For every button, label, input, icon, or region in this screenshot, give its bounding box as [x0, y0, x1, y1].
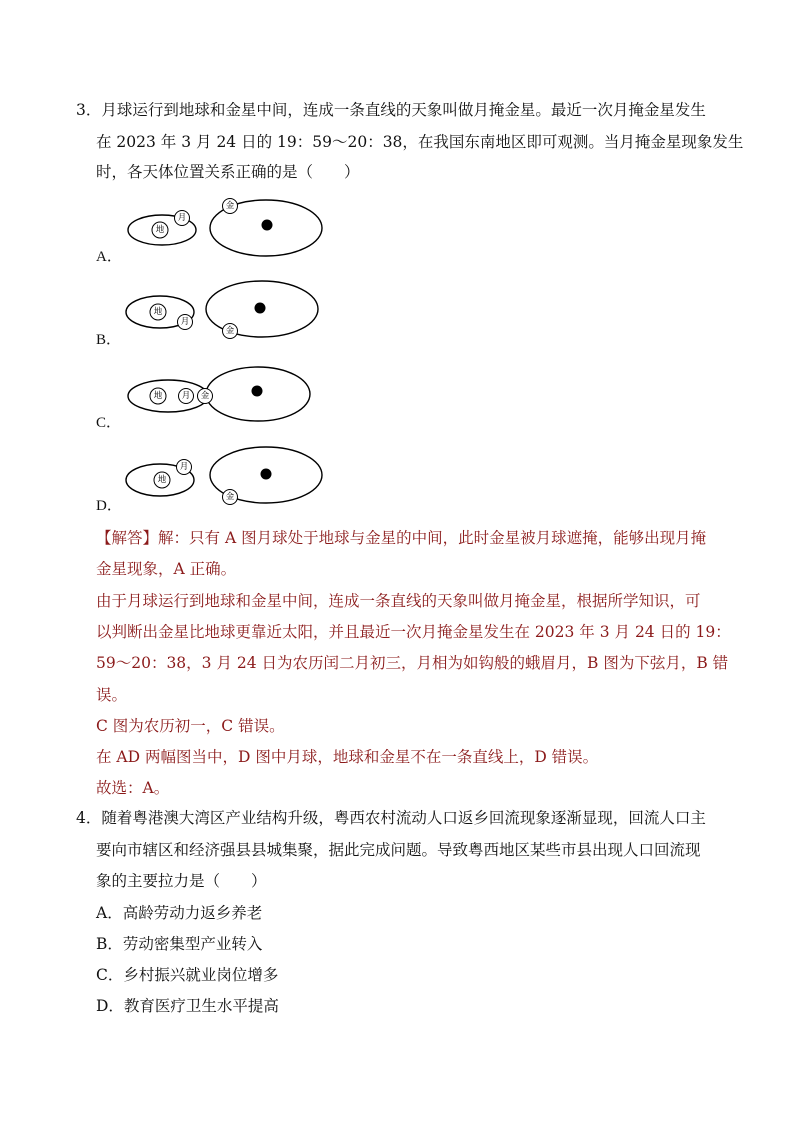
- answer-3-line-6: 误。: [96, 686, 128, 704]
- earth-label: 地: [153, 307, 163, 317]
- answer-tag: 【解答】: [96, 529, 159, 547]
- diagram-b: [120, 282, 330, 346]
- sun: [252, 386, 263, 397]
- venus-label: 金: [225, 201, 235, 211]
- q3-line-3: 时，各天体位置关系正确的是（ ）: [96, 163, 360, 181]
- earth-orbit: [128, 380, 208, 412]
- venus-label: 金: [200, 391, 210, 401]
- q4-line-3: 象的主要拉力是（ ）: [96, 872, 267, 890]
- q4-option-a: A．高龄劳动力返乡养老: [96, 904, 263, 922]
- option-a-label: A．: [96, 249, 122, 265]
- moon-label: 月: [181, 391, 191, 401]
- venus-label: 金: [225, 492, 235, 502]
- diagram-d: [120, 448, 330, 512]
- answer-3-line-3: 由于月球运行到地球和金星中间，连成一条直线的天象叫做月掩金星，根据所学知识，可: [96, 592, 701, 610]
- option-b-label: B．: [96, 332, 122, 348]
- earth-label: 地: [155, 225, 165, 235]
- answer-3-line-1: [96, 528, 706, 548]
- answer-3-line-8: 在 AD 两幅图当中，D 图中月球，地球和金星不在一条直线上，D 错误。: [96, 748, 599, 766]
- q4-line-2: 要向市辖区和经济强县县城集聚，据此完成问题。导致粤西地区某些市县出现人口回流现: [96, 841, 701, 859]
- sun: [255, 303, 266, 314]
- answer-3-line-4: 以判断出金星比地球更靠近太阳，并且最近一次月掩金星发生在 2023 年 3 月 24 日的 19：: [96, 623, 731, 641]
- answer-3-text-1: 解：只有 A 图月球处于地球与金星的中间，此时金星被月球遮掩，能够出现月掩: [158, 529, 707, 547]
- earth-label: 地: [157, 475, 167, 485]
- moon-label: 月: [180, 317, 190, 327]
- q4-option-c: C．乡村振兴就业岗位增多: [96, 966, 279, 984]
- answer-3-line-5: 59～20：38，3 月 24 日为农历闰二月初三，月相为如钩般的蛾眉月，B 图为下弦月，B 错: [96, 654, 729, 672]
- answer-3-line-7: C 图为农历初一，C 错误。: [96, 717, 285, 735]
- moon-label: 月: [177, 213, 187, 223]
- diagram-c: [120, 365, 330, 429]
- q3-line-2: 在 2023 年 3 月 24 日的 19：59～20：38，在我国东南地区即可观测。当月掩金星现象发生: [96, 133, 744, 151]
- diagram-a: [120, 196, 330, 260]
- q4-line-1: 4．随着粤港澳大湾区产业结构升级，粤西农村流动人口返乡回流现象逐渐显现，回流人口主: [76, 809, 706, 827]
- answer-3-line-9: 故选：A。: [96, 779, 170, 797]
- q4-option-b: B．劳动密集型产业转入: [96, 935, 263, 953]
- q4-option-d: D．教育医疗卫生水平提高: [96, 997, 279, 1015]
- sun: [262, 220, 273, 231]
- earth-label: 地: [153, 391, 163, 401]
- venus-label: 金: [225, 326, 235, 336]
- sun: [261, 469, 272, 480]
- option-c-label: C．: [96, 415, 122, 431]
- q3-line-1: 3．月球运行到地球和金星中间，连成一条直线的天象叫做月掩金星。最近一次月掩金星发生: [76, 101, 706, 119]
- answer-3-line-2: 金星现象，A 正确。: [96, 560, 237, 578]
- option-d-label: D．: [96, 498, 122, 514]
- moon-label: 月: [179, 462, 189, 472]
